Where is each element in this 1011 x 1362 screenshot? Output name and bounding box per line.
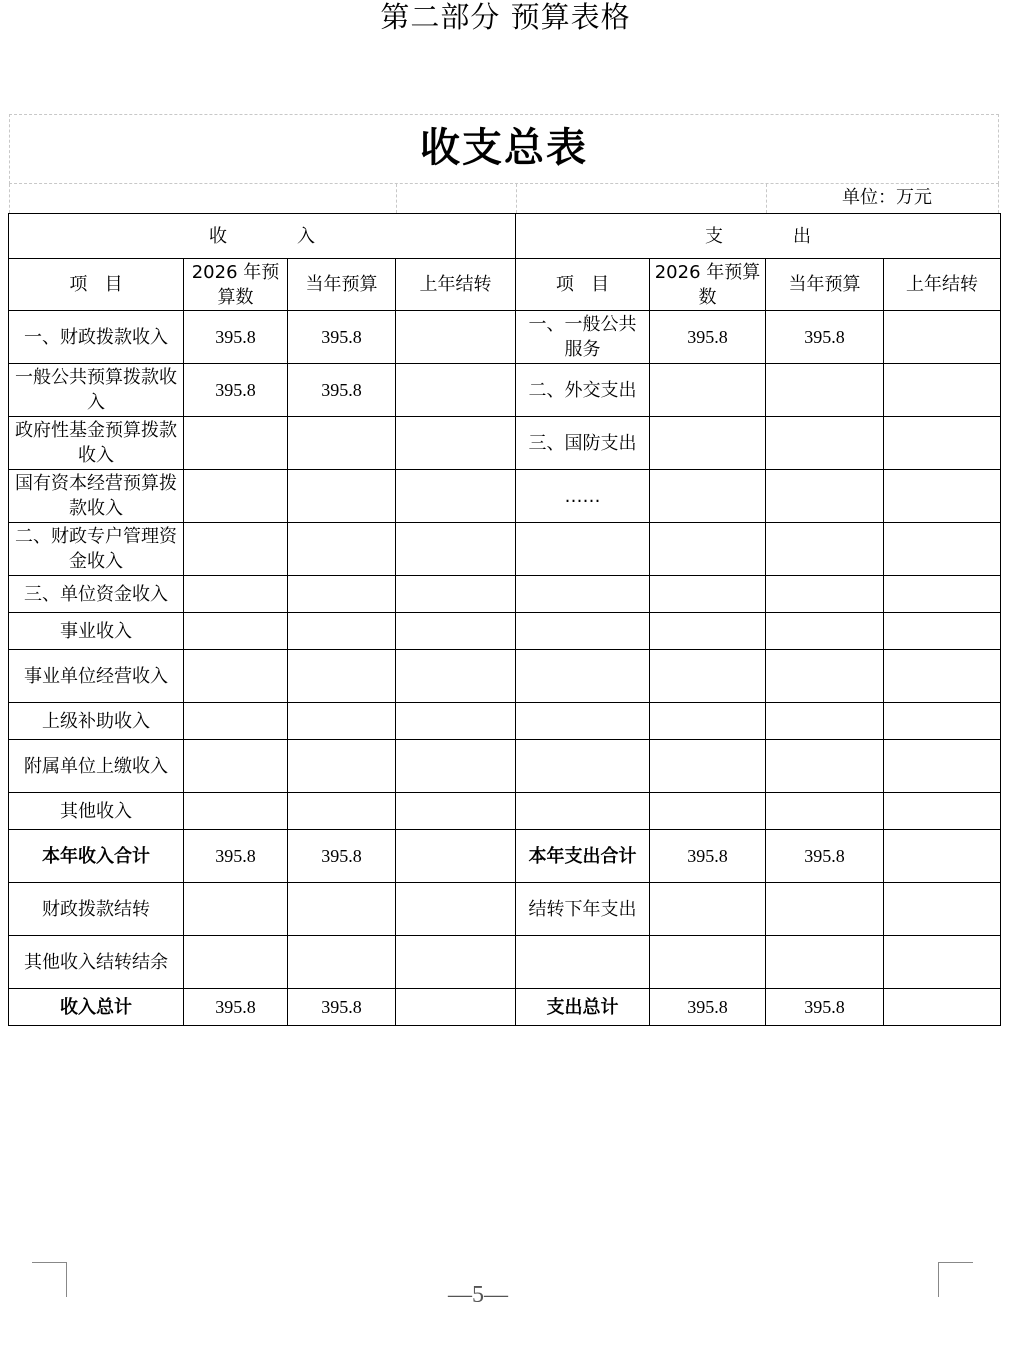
expense-section-header: 支 出 bbox=[516, 214, 1001, 259]
table-row bbox=[9, 523, 1001, 576]
income-item-cell: 事业收入 bbox=[9, 613, 184, 650]
income-budget-2026-cell bbox=[184, 576, 288, 613]
expense-budget-2026-cell bbox=[650, 364, 766, 417]
table-row bbox=[9, 703, 1001, 740]
budget-summary-table bbox=[8, 213, 1001, 1026]
table-row bbox=[9, 613, 1001, 650]
table-row bbox=[9, 364, 1001, 417]
income-item-cell: 收入总计 bbox=[9, 989, 184, 1026]
expense-item-cell bbox=[516, 793, 650, 830]
unit-row bbox=[9, 184, 999, 213]
expense-carryover-cell bbox=[884, 703, 1001, 740]
table-row bbox=[9, 576, 1001, 613]
page-heading: 第二部分 预算表格 bbox=[380, 0, 631, 34]
income-budget-2026-cell bbox=[184, 650, 288, 703]
income-item-cell: 政府性基金预算拨款收入 bbox=[9, 417, 184, 470]
expense-item-cell bbox=[516, 703, 650, 740]
income-item-header: 项 目 bbox=[9, 259, 184, 311]
income-current-year-cell bbox=[288, 740, 396, 793]
expense-item-cell bbox=[516, 613, 650, 650]
income-current-year-cell bbox=[288, 883, 396, 936]
expense-carryover-cell bbox=[884, 830, 1001, 883]
expense-item-cell: 结转下年支出 bbox=[516, 883, 650, 936]
income-budget-2026-cell: 395.8 bbox=[184, 989, 288, 1026]
expense-carryover-cell bbox=[884, 417, 1001, 470]
income-current-year-cell bbox=[288, 417, 396, 470]
income-carryover-cell bbox=[396, 417, 516, 470]
expense-budget-2026-cell bbox=[650, 793, 766, 830]
expense-carryover-cell bbox=[884, 793, 1001, 830]
table-row bbox=[9, 417, 1001, 470]
income-item-cell: 国有资本经营预算拨款收入 bbox=[9, 470, 184, 523]
expense-current-year-header: 当年预算 bbox=[766, 259, 884, 311]
income-carryover-cell bbox=[396, 364, 516, 417]
income-carryover-cell bbox=[396, 576, 516, 613]
section-header-row bbox=[9, 214, 1001, 259]
income-current-year-cell: 395.8 bbox=[288, 364, 396, 417]
expense-current-year-cell: 395.8 bbox=[766, 311, 884, 364]
income-current-year-cell bbox=[288, 613, 396, 650]
income-item-cell: 一般公共预算拨款收入 bbox=[9, 364, 184, 417]
expense-budget-2026-cell bbox=[650, 740, 766, 793]
income-current-year-cell bbox=[288, 936, 396, 989]
income-item-cell: 一、财政拨款收入 bbox=[9, 311, 184, 364]
expense-current-year-cell bbox=[766, 740, 884, 793]
income-current-year-header: 当年预算 bbox=[288, 259, 396, 311]
expense-item-cell bbox=[516, 936, 650, 989]
income-carryover-cell bbox=[396, 830, 516, 883]
income-carryover-cell bbox=[396, 470, 516, 523]
expense-carryover-cell bbox=[884, 364, 1001, 417]
income-current-year-cell bbox=[288, 576, 396, 613]
expense-current-year-cell bbox=[766, 883, 884, 936]
income-budget-2026-cell bbox=[184, 740, 288, 793]
expense-item-cell: 一、一般公共服务 bbox=[516, 311, 650, 364]
column-header-row bbox=[9, 259, 1001, 311]
income-current-year-cell bbox=[288, 470, 396, 523]
income-budget-2026-cell bbox=[184, 936, 288, 989]
income-current-year-cell: 395.8 bbox=[288, 989, 396, 1026]
income-item-cell: 本年收入合计 bbox=[9, 830, 184, 883]
income-carryover-cell bbox=[396, 740, 516, 793]
income-carryover-cell bbox=[396, 523, 516, 576]
income-budget-2026-cell: 395.8 bbox=[184, 830, 288, 883]
income-current-year-cell bbox=[288, 650, 396, 703]
expense-budget-2026-cell bbox=[650, 576, 766, 613]
table-row bbox=[9, 470, 1001, 523]
income-budget-2026-cell bbox=[184, 470, 288, 523]
expense-item-cell: 本年支出合计 bbox=[516, 830, 650, 883]
expense-current-year-cell bbox=[766, 417, 884, 470]
income-carryover-cell bbox=[396, 311, 516, 364]
income-budget-2026-cell bbox=[184, 793, 288, 830]
expense-item-cell bbox=[516, 650, 650, 703]
income-item-cell: 其他收入 bbox=[9, 793, 184, 830]
income-budget-2026-cell bbox=[184, 523, 288, 576]
income-carryover-cell bbox=[396, 613, 516, 650]
page-number: —5— bbox=[448, 1282, 508, 1308]
table-row bbox=[9, 311, 1001, 364]
expense-carryover-cell bbox=[884, 650, 1001, 703]
expense-budget-2026-cell bbox=[650, 883, 766, 936]
expense-carryover-cell bbox=[884, 989, 1001, 1026]
income-current-year-cell bbox=[288, 793, 396, 830]
expense-item-cell: 二、外交支出 bbox=[516, 364, 650, 417]
expense-current-year-cell bbox=[766, 650, 884, 703]
expense-current-year-cell bbox=[766, 936, 884, 989]
income-budget-2026-cell: 395.8 bbox=[184, 311, 288, 364]
income-budget-2026-cell: 395.8 bbox=[184, 364, 288, 417]
expense-current-year-cell bbox=[766, 613, 884, 650]
income-carryover-cell bbox=[396, 883, 516, 936]
income-carryover-cell bbox=[396, 989, 516, 1026]
expense-item-cell bbox=[516, 523, 650, 576]
expense-item-cell: 三、国防支出 bbox=[516, 417, 650, 470]
expense-item-cell bbox=[516, 576, 650, 613]
expense-carryover-cell bbox=[884, 613, 1001, 650]
unit-label: 单位：万元 bbox=[842, 187, 932, 208]
expense-budget-2026-header: 2026 年预算数 bbox=[650, 259, 766, 311]
expense-carryover-cell bbox=[884, 311, 1001, 364]
income-budget-2026-header: 2026 年预算数 bbox=[184, 259, 288, 311]
income-carryover-cell bbox=[396, 703, 516, 740]
expense-carryover-header: 上年结转 bbox=[884, 259, 1001, 311]
expense-carryover-cell bbox=[884, 936, 1001, 989]
income-current-year-cell: 395.8 bbox=[288, 830, 396, 883]
expense-current-year-cell bbox=[766, 793, 884, 830]
expense-budget-2026-cell bbox=[650, 936, 766, 989]
expense-budget-2026-cell bbox=[650, 613, 766, 650]
table-row bbox=[9, 883, 1001, 936]
table-row bbox=[9, 740, 1001, 793]
income-item-cell: 事业单位经营收入 bbox=[9, 650, 184, 703]
income-budget-2026-cell bbox=[184, 703, 288, 740]
expense-current-year-cell bbox=[766, 523, 884, 576]
income-budget-2026-cell bbox=[184, 417, 288, 470]
income-carryover-cell bbox=[396, 936, 516, 989]
expense-item-header: 项 目 bbox=[516, 259, 650, 311]
table-row bbox=[9, 989, 1001, 1026]
income-item-cell: 上级补助收入 bbox=[9, 703, 184, 740]
expense-carryover-cell bbox=[884, 576, 1001, 613]
expense-item-cell: …… bbox=[516, 470, 650, 523]
income-carryover-cell bbox=[396, 793, 516, 830]
expense-budget-2026-cell bbox=[650, 703, 766, 740]
expense-budget-2026-cell bbox=[650, 523, 766, 576]
expense-current-year-cell: 395.8 bbox=[766, 830, 884, 883]
expense-budget-2026-cell bbox=[650, 650, 766, 703]
expense-budget-2026-cell: 395.8 bbox=[650, 989, 766, 1026]
income-carryover-cell bbox=[396, 650, 516, 703]
expense-carryover-cell bbox=[884, 740, 1001, 793]
document-title: 收支总表 bbox=[9, 114, 999, 184]
expense-carryover-cell bbox=[884, 523, 1001, 576]
income-item-cell: 二、财政专户管理资金收入 bbox=[9, 523, 184, 576]
table-row bbox=[9, 936, 1001, 989]
expense-item-cell bbox=[516, 740, 650, 793]
expense-budget-2026-cell: 395.8 bbox=[650, 311, 766, 364]
expense-budget-2026-cell: 395.8 bbox=[650, 830, 766, 883]
income-current-year-cell bbox=[288, 703, 396, 740]
income-current-year-cell: 395.8 bbox=[288, 311, 396, 364]
income-budget-2026-cell bbox=[184, 613, 288, 650]
income-current-year-cell bbox=[288, 523, 396, 576]
income-item-cell: 财政拨款结转 bbox=[9, 883, 184, 936]
income-budget-2026-cell bbox=[184, 883, 288, 936]
income-section-header: 收 入 bbox=[9, 214, 516, 259]
expense-current-year-cell bbox=[766, 470, 884, 523]
expense-budget-2026-cell bbox=[650, 417, 766, 470]
income-item-cell: 三、单位资金收入 bbox=[9, 576, 184, 613]
expense-budget-2026-cell bbox=[650, 470, 766, 523]
table-row bbox=[9, 793, 1001, 830]
income-carryover-header: 上年结转 bbox=[396, 259, 516, 311]
expense-carryover-cell bbox=[884, 883, 1001, 936]
expense-current-year-cell: 395.8 bbox=[766, 989, 884, 1026]
table-row bbox=[9, 830, 1001, 883]
expense-item-cell: 支出总计 bbox=[516, 989, 650, 1026]
expense-current-year-cell bbox=[766, 364, 884, 417]
expense-current-year-cell bbox=[766, 576, 884, 613]
income-item-cell: 附属单位上缴收入 bbox=[9, 740, 184, 793]
table-row bbox=[9, 650, 1001, 703]
expense-carryover-cell bbox=[884, 470, 1001, 523]
income-item-cell: 其他收入结转结余 bbox=[9, 936, 184, 989]
expense-current-year-cell bbox=[766, 703, 884, 740]
